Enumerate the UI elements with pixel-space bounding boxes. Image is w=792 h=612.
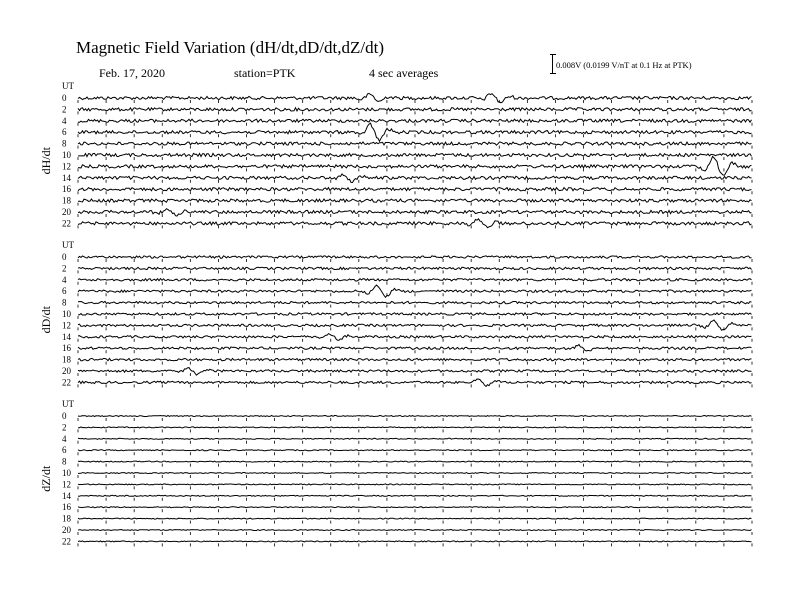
trace-line — [78, 256, 752, 258]
trace-line — [78, 507, 752, 508]
averaging-label: 4 sec averages — [369, 66, 439, 80]
panel-label-0: dH/dt — [39, 147, 53, 175]
hour-label: 4 — [62, 115, 67, 126]
hour-label: 6 — [62, 445, 67, 456]
hour-label: 16 — [62, 502, 71, 513]
panel-label-1: dD/dt — [39, 306, 53, 334]
hour-label: 16 — [62, 184, 71, 195]
trace-line — [78, 345, 752, 352]
hour-label: 4 — [62, 433, 67, 444]
hour-label: 18 — [62, 513, 71, 524]
hour-label: 12 — [62, 320, 71, 331]
hour-label: 6 — [62, 127, 67, 138]
hour-label: 8 — [62, 138, 67, 149]
hour-label: 0 — [62, 411, 67, 421]
trace-line — [78, 450, 752, 451]
date-label: Feb. 17, 2020 — [99, 66, 165, 80]
hour-label: 2 — [62, 263, 67, 274]
hour-label: 2 — [62, 104, 67, 115]
panel-label-2: dZ/dt — [39, 465, 53, 492]
trace-line — [78, 518, 752, 519]
hour-label: 10 — [62, 309, 71, 319]
trace-line — [78, 530, 752, 531]
hour-label: 20 — [62, 525, 71, 535]
hour-label: 22 — [62, 536, 71, 547]
trace-line — [78, 123, 752, 141]
hour-label: 8 — [62, 297, 67, 308]
ut-label: UT — [62, 240, 74, 250]
trace-line — [78, 153, 752, 156]
hour-label: 6 — [62, 286, 67, 297]
ut-label: UT — [62, 399, 74, 409]
trace-line — [78, 484, 752, 485]
hour-label: 0 — [62, 93, 67, 103]
trace-line — [78, 199, 752, 202]
hour-label: 18 — [62, 195, 71, 206]
trace-line — [78, 438, 752, 439]
trace-line — [78, 301, 752, 303]
hour-label: 22 — [62, 377, 71, 388]
trace-line — [78, 495, 752, 496]
hour-label: 0 — [62, 252, 67, 262]
trace-line — [78, 142, 752, 145]
trace-line — [78, 461, 752, 462]
trace-line — [78, 267, 752, 269]
trace-line — [78, 427, 752, 428]
trace-line — [78, 358, 752, 360]
trace-line — [78, 313, 752, 315]
hour-label: 20 — [62, 366, 71, 376]
hour-label: 12 — [62, 479, 71, 490]
trace-line — [78, 279, 752, 281]
trace-line — [78, 119, 752, 122]
station-label: station=PTK — [234, 66, 296, 80]
hour-label: 2 — [62, 422, 67, 433]
trace-line — [78, 416, 752, 417]
hour-label: 8 — [62, 456, 67, 467]
trace-line — [78, 108, 752, 111]
hour-label: 18 — [62, 354, 71, 365]
scale-label: 0.008V (0.0199 V/nT at 0.1 Hz at PTK) — [556, 60, 692, 70]
trace-line — [78, 541, 752, 542]
hour-label: 10 — [62, 150, 71, 160]
hour-label: 16 — [62, 343, 71, 354]
hour-label: 20 — [62, 207, 71, 217]
hour-label: 14 — [62, 331, 71, 342]
ut-label: UT — [62, 81, 74, 91]
hour-label: 4 — [62, 274, 67, 285]
page-title: Magnetic Field Variation (dH/dt,dD/dt,dZ/dt) — [76, 38, 385, 57]
hour-label: 14 — [62, 490, 71, 501]
hour-label: 12 — [62, 161, 71, 172]
trace-line — [78, 473, 752, 474]
hour-label: 10 — [62, 468, 71, 478]
hour-label: 22 — [62, 218, 71, 229]
hour-label: 14 — [62, 172, 71, 183]
trace-line — [78, 188, 752, 191]
